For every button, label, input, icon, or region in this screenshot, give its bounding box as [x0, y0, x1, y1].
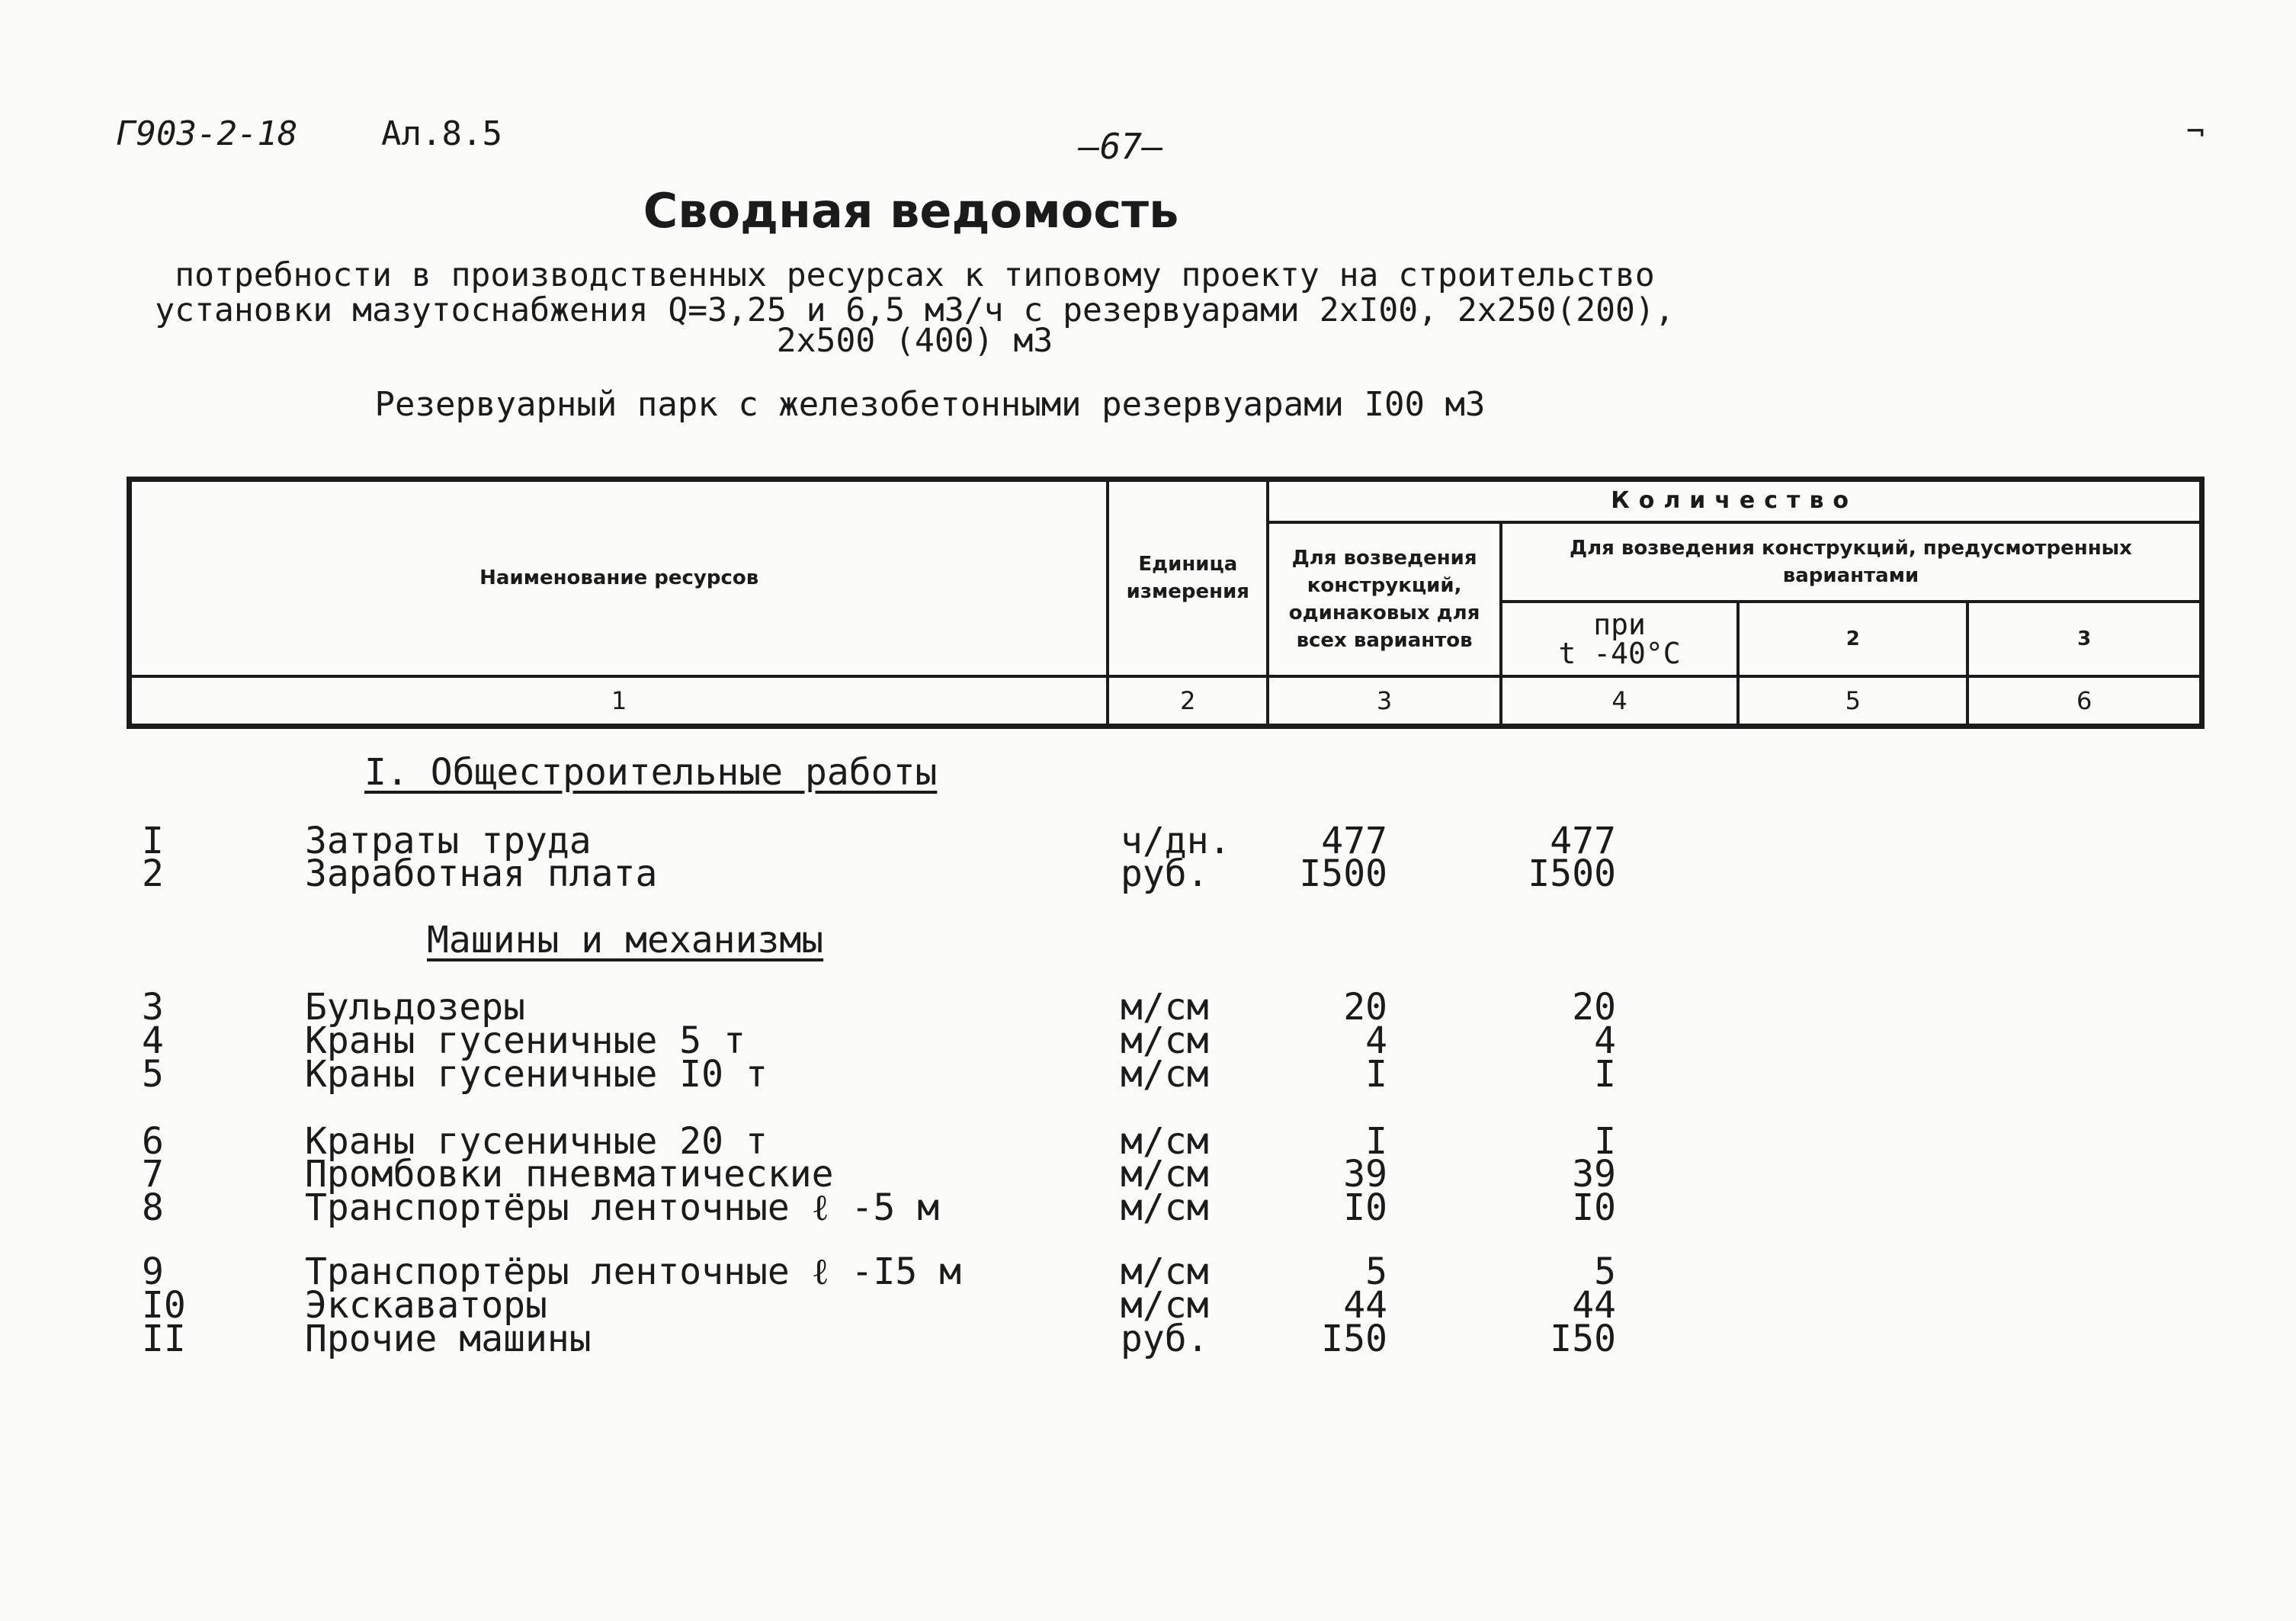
col-number-3: 3 [1268, 676, 1501, 727]
row-value-variant-1: I0 [1572, 1186, 1616, 1229]
row-unit: м/см [1121, 1153, 1209, 1196]
section-general-label: I. Общестроительные работы [364, 751, 938, 794]
page-number: —67— [1079, 126, 1163, 167]
row-value-variant-1: 4 [1594, 1019, 1616, 1062]
col-number-6: 6 [1967, 676, 2201, 727]
section-machines: Машины и механизмы [427, 919, 824, 961]
header-variant-t-line-1: при [1593, 607, 1646, 641]
row-value-same: 20 [1343, 986, 1387, 1029]
header-variant-t-line-2: t -40°C [1558, 636, 1681, 670]
row-name: Затраты труда [305, 820, 592, 862]
corner-mark: ¬ [2186, 114, 2205, 149]
row-value-same: I500 [1299, 852, 1387, 895]
header-variant-2: 2 [1738, 602, 1967, 676]
row-number: 6 [142, 1120, 164, 1163]
row-unit: м/см [1121, 1250, 1209, 1293]
col-number-1: 1 [130, 676, 1108, 727]
sheet-code: Ал.8.5 [381, 114, 502, 153]
header-unit [1108, 480, 1268, 676]
row-value-same: I [1365, 1120, 1387, 1163]
header-same-line-1: Для возведения [1291, 546, 1477, 570]
row-number: 2 [142, 852, 164, 895]
row-name: Экскаваторы [305, 1284, 547, 1327]
header-same-for-all [1268, 522, 1501, 676]
col-number-4: 4 [1501, 676, 1738, 727]
row-value-variant-1: 20 [1572, 986, 1616, 1029]
row-number: 9 [142, 1250, 164, 1293]
header-same-line-3: одинаковых для [1288, 601, 1480, 624]
header-unit-line-1: Единица [1138, 553, 1238, 576]
header-unit-line-2: измерения [1126, 580, 1249, 604]
header-quantity: Количество [1268, 480, 2201, 522]
row-value-same: I [1365, 1053, 1387, 1096]
row-unit: м/см [1121, 1284, 1209, 1327]
row-value-variant-1: 44 [1572, 1284, 1616, 1327]
row-value-variant-1: I500 [1528, 852, 1616, 895]
row-number: II [142, 1318, 186, 1360]
row-unit: ч/дн. [1121, 820, 1231, 862]
row-value-same: 44 [1343, 1284, 1387, 1327]
row-name: Транспортёры ленточные ℓ -5 м [305, 1186, 940, 1229]
row-value-variant-1: I [1594, 1053, 1616, 1096]
row-unit: м/см [1121, 1120, 1209, 1163]
row-value-same: 39 [1343, 1153, 1387, 1196]
row-value-same: 4 [1365, 1019, 1387, 1062]
row-name: Краны гусеничные 5 т [305, 1019, 746, 1062]
col-number-5: 5 [1738, 676, 1967, 727]
header-same-line-2: конструкций, [1307, 573, 1462, 597]
row-unit: м/см [1121, 1019, 1209, 1062]
row-number: 4 [142, 1019, 164, 1062]
header-same-line-4: всех вариантов [1296, 628, 1473, 652]
header-resource-name: Наименование ресурсов [130, 480, 1108, 676]
row-number: 7 [142, 1153, 164, 1196]
row-name: Заработная плата [305, 852, 658, 895]
park-title: Резервуарный парк с железобетонными резервуарами I00 м3 [374, 385, 1486, 424]
row-name: Бульдозеры [305, 986, 525, 1029]
row-value-variant-1: I50 [1550, 1318, 1616, 1360]
row-value-variant-1: 477 [1550, 820, 1616, 862]
header-per-variant: Для возведения конструкций, предусмотренных вариантами [1501, 522, 2202, 602]
resource-table-header [127, 477, 2205, 729]
row-number: I [142, 820, 164, 862]
row-value-same: I50 [1321, 1318, 1387, 1360]
row-unit: м/см [1121, 986, 1209, 1029]
row-name: Прочие машины [305, 1318, 592, 1360]
document-code: Г903-2-18 [116, 114, 298, 153]
row-name: Промбовки пневматические [305, 1153, 834, 1196]
row-value-variant-1: 5 [1594, 1250, 1616, 1293]
header-variant-t [1501, 602, 1738, 676]
row-unit: руб. [1121, 1318, 1209, 1360]
row-value-same: 477 [1321, 820, 1387, 862]
subtitle-line-2: установки мазутоснабжения Q=3,25 и 6,5 м3/ч с резервуарами 2хI00, 2х250(200), [155, 291, 1675, 329]
col-number-2: 2 [1108, 676, 1268, 727]
row-value-variant-1: I [1594, 1120, 1616, 1163]
row-unit: м/см [1121, 1053, 1209, 1096]
row-value-same: I0 [1343, 1186, 1387, 1229]
row-number: 8 [142, 1186, 164, 1229]
row-number: 5 [142, 1053, 164, 1096]
row-name: Транспортёры ленточные ℓ -I5 м [305, 1250, 962, 1293]
row-number: I0 [142, 1284, 186, 1327]
row-unit: руб. [1121, 852, 1209, 895]
row-name: Краны гусеничные 20 т [305, 1120, 768, 1163]
row-unit: м/см [1121, 1186, 1209, 1229]
row-number: 3 [142, 986, 164, 1029]
page-title: Сводная ведомость [643, 183, 1179, 239]
row-value-same: 5 [1365, 1250, 1387, 1293]
row-name: Краны гусеничные I0 т [305, 1053, 768, 1096]
subtitle-line-3: 2х500 (400) м3 [776, 322, 1053, 360]
header-variant-3: 3 [1967, 602, 2201, 676]
row-value-variant-1: 39 [1572, 1153, 1616, 1196]
subtitle-line-1: потребности в производственных ресурсах к типовому проекту на строительство [175, 256, 1655, 294]
section-general [364, 751, 937, 794]
